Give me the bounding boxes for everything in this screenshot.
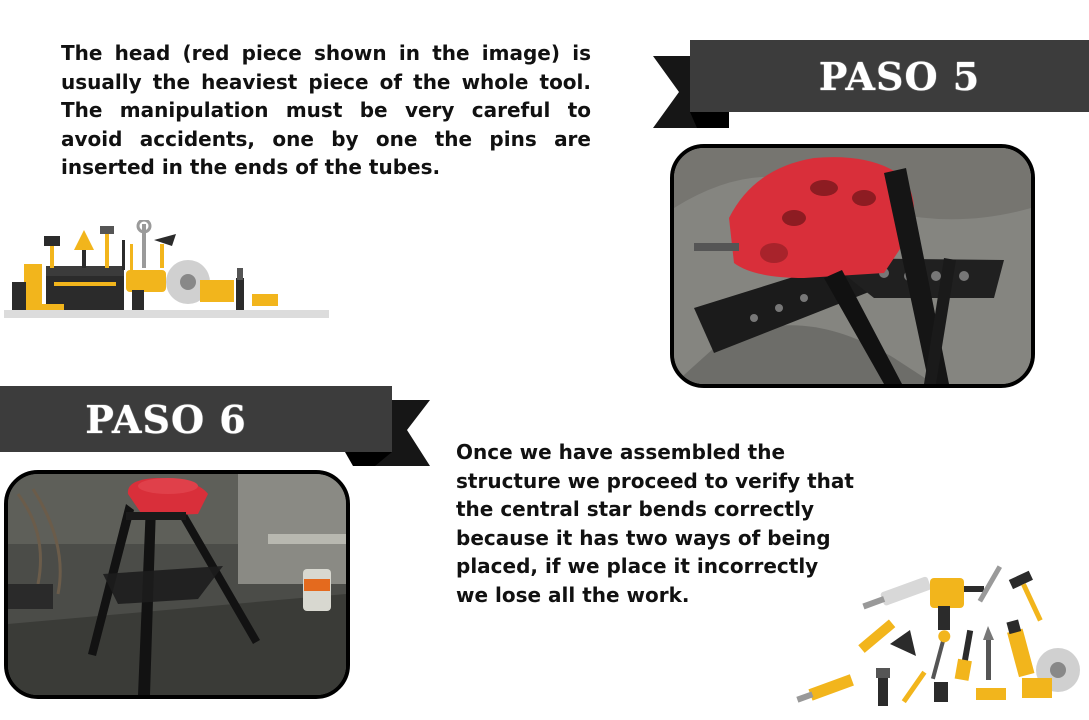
step6-title: PASO 6	[85, 396, 247, 442]
tool-collection-illustration	[4, 220, 334, 324]
step6-photo	[4, 470, 350, 699]
step5-title: PASO 5	[818, 53, 981, 99]
step6-banner	[0, 386, 430, 466]
step5-photo	[670, 144, 1035, 388]
step5-banner	[653, 40, 1089, 128]
step6-description: Once we have assembled the structure we proceed to verify that the central star bends correctly because it has two ways of being placed, if we place it incorrectly we lose all the work.	[456, 440, 854, 607]
step5-description: The head (red piece shown in the image) is usually the heaviest piece of the whole tool. The manipulation must be very careful to avoid accidents, one by one the pins are inserted in the ends of the tubes.	[61, 41, 591, 179]
scattered-tools-illustration	[790, 560, 1080, 712]
